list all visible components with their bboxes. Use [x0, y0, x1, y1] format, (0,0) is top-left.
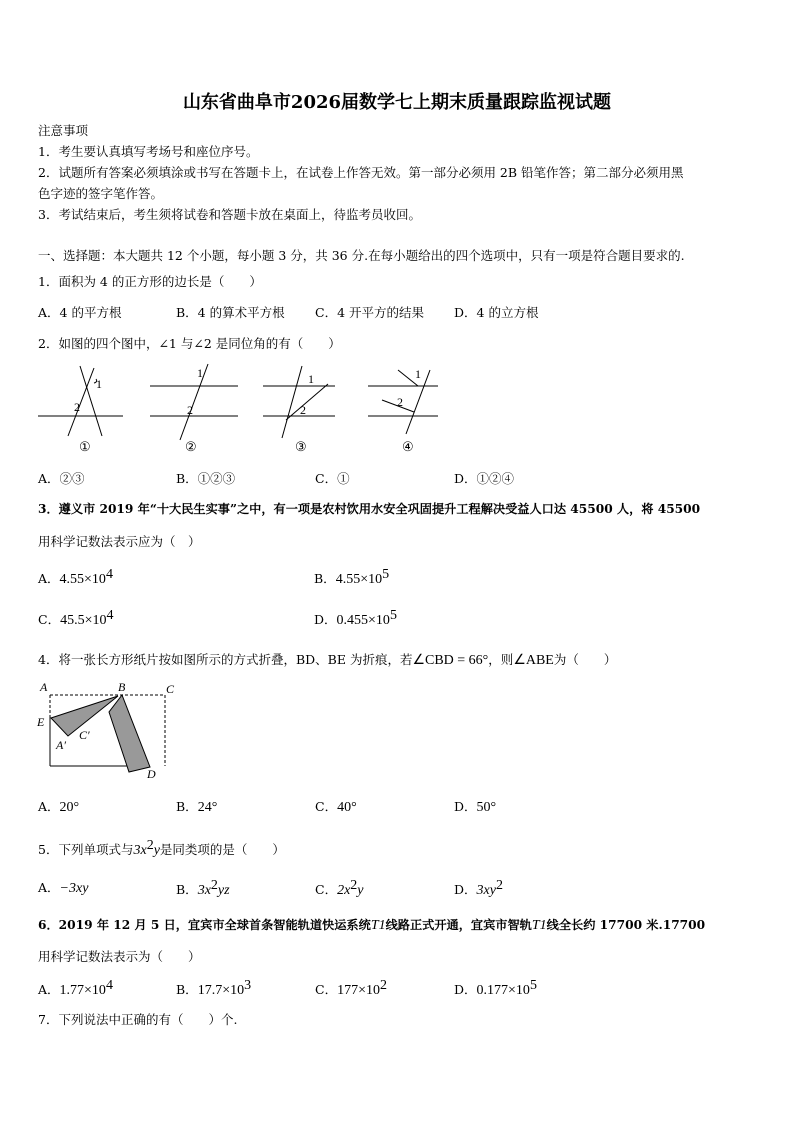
label-d: D [147, 767, 156, 781]
q6-option-c: C．$177\times 10^2$ [315, 978, 387, 999]
page-title: 山东省曲阜市2026届数学七上期末质量跟踪监视试题 [182, 92, 612, 113]
question-4-stem: 4．将一张长方形纸片按如图所示的方式折叠，BD、BE 为折痕，若∠CBD = 66°，则∠ABE为（ ） [38, 652, 617, 668]
question-1-stem: 1．面积为 4 的正方形的边长是（ ） [38, 274, 262, 289]
q4-option-c: C．40° [315, 799, 357, 815]
fig1-angle-1-label: 1 [96, 377, 102, 391]
q5-option-d: D．$3xy^2$ [454, 878, 503, 899]
q4-option-b: B．24° [176, 799, 218, 815]
q1-option-c: C．4 开平方的结果 [315, 305, 424, 320]
fig2-angle-2-label: 2 [187, 403, 193, 417]
label-a: A [40, 680, 48, 694]
q1-option-d: D．4 的立方根 [454, 305, 539, 320]
q3-option-d: D．$0.455\times 10^5$ [314, 608, 397, 629]
q6-option-b: B．$17.7\times 10^3$ [176, 978, 252, 999]
fig4-angle-2-label: 2 [397, 395, 403, 409]
section-heading: 一、选择题：本大题共 12 个小题，每小题 3 分，共 36 分.在每小题给出的四个选项中，只有一项是符合题目要求的. [38, 248, 685, 263]
fig2-number: ② [185, 439, 197, 454]
fig4-angle-1-label: 1 [415, 367, 421, 381]
q3-option-b: B．$4.55\times 10^5$ [314, 567, 390, 588]
fig1-angle-2-label: 2 [74, 400, 80, 414]
q2-option-a: A．②③ [38, 471, 85, 486]
label-b: B [118, 680, 126, 694]
q4-fold-figure [34, 678, 184, 786]
notice-item: 3．考试结束后，考生须将试卷和答题卡放在桌面上，待监考员收回。 [38, 207, 421, 222]
fig1-number: ① [79, 439, 91, 454]
fig3-angle-2-label: 2 [300, 403, 306, 417]
label-c: C [166, 682, 175, 696]
notice-item: 1．考生要认真填写考场号和座位序号。 [38, 144, 259, 159]
label-e: E [37, 715, 45, 729]
question-5-stem: 5．下列单项式与$3x^2y$是同类项的是（ ） [38, 838, 285, 859]
notice-item: 色字迹的签字笔作答。 [38, 186, 164, 201]
q6-option-a: A．$1.77\times 10^4$ [38, 978, 113, 999]
question-2-stem: 2．如图的四个图中，∠1 与∠2 是同位角的有（ ） [38, 336, 341, 351]
fig3-number: ③ [295, 439, 307, 454]
q5-option-b: B．$3x^2yz$ [176, 878, 230, 899]
question-6-stem-line2: 用科学记数法表示为（ ） [38, 949, 201, 964]
q4-option-a: A．20° [38, 799, 80, 815]
label-c-prime: C′ [79, 728, 90, 742]
label-a-prime: A′ [56, 738, 66, 752]
q3-option-c: C．$45.5\times 10^4$ [38, 608, 114, 629]
question-7-stem: 7．下列说法中正确的有（ ）个. [38, 1012, 238, 1027]
notice-item: 2．试题所有答案必须填涂或书写在答题卡上，在试卷上作答无效。第一部分必须用 2B 铅笔作答；第二部分必须用黑 [38, 165, 684, 180]
question-3-stem-line1: 3．遵义市 2019 年“十大民生实事”之中，有一项是农村饮用水安全巩固提升工程解决受益人口达 45500 人，将 45500 [38, 502, 701, 516]
q1-option-b: B．4 的算术平方根 [176, 305, 285, 320]
question-3-stem-line2: 用科学记数法表示应为（ ） [38, 534, 201, 549]
q5-option-a: A．−3xy [38, 880, 89, 896]
q4-option-d: D．50° [454, 799, 497, 815]
q2-option-b: B．①②③ [176, 471, 236, 486]
fig4-number: ④ [402, 439, 414, 454]
q3-option-a: A．$4.55\times 10^4$ [38, 567, 113, 588]
q2-angle-figures [30, 358, 470, 458]
q2-option-c: C．① [315, 471, 350, 486]
fig2-angle-1-label: 1 [197, 366, 203, 380]
question-6-stem-line1: 6．2019 年 12 月 5 日，宜宾市全球首条智能轨道快运系统T1线路正式开通，宜宾市智轨T1线全长约 17700 米.17700 [38, 918, 706, 933]
notice-heading: 注意事项 [38, 123, 89, 138]
q5-option-c: C．$2x^2y$ [315, 878, 364, 899]
q1-option-a: A．4 的平方根 [38, 305, 122, 320]
q6-option-d: D．$0.177\times 10^5$ [454, 978, 537, 999]
q2-option-d: D．①②④ [454, 471, 515, 486]
fig3-angle-1-label: 1 [308, 372, 314, 386]
